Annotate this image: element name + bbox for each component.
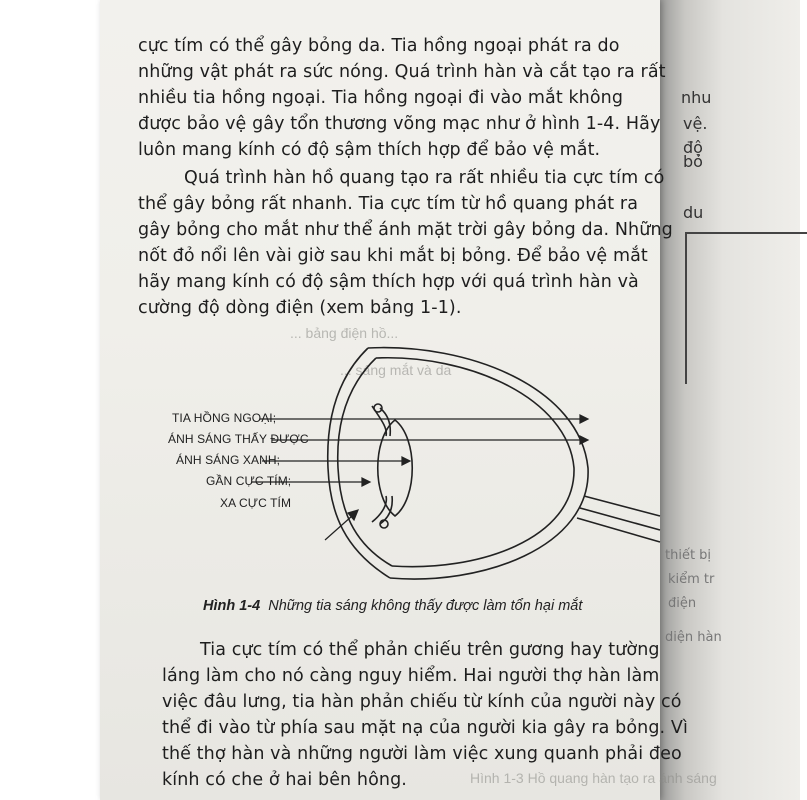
figure-caption-text: Những tia sáng không thấy được làm tổn hại mắt: [268, 598, 583, 614]
side-fragment: du: [683, 203, 704, 222]
text-line: hãy mang kính có độ sậm thích hợp với quá trình hàn và: [138, 272, 639, 292]
side-fragment: điện: [668, 596, 697, 611]
text-line: nốt đỏ nổi lên vài giờ sau khi mắt bị bỏng. Để bảo vệ mắt: [138, 246, 648, 266]
text-line: cường độ dòng điện (xem bảng 1-1).: [138, 298, 462, 318]
bleed-through-text: Hình 1-3 Hồ quang hàn tạo ra ánh sáng: [470, 770, 717, 786]
text-line: luôn mang kính có độ sậm thích hợp để bảo vệ mắt.: [138, 140, 601, 160]
eyeball-outline: [368, 348, 588, 579]
ray-label-blue-light: ÁNH SÁNG XANH;: [176, 453, 281, 467]
side-fragment: vệ.: [683, 114, 708, 133]
text-line: thể gây bỏng rất nhanh. Tia cực tím từ hồ quang phát ra: [138, 194, 639, 214]
lens: [378, 420, 413, 516]
figure-caption: [203, 598, 582, 614]
text-line: láng làm cho nó càng nguy hiểm. Hai người thợ hàn làm: [162, 666, 660, 686]
ray-label-infrared: TIA HỒNG NGOẠI;: [172, 411, 277, 425]
figure-number: Hình 1-4: [203, 598, 261, 614]
side-fragment: thiết bị: [665, 548, 712, 563]
left-background: [0, 0, 100, 800]
ray-label-far-uv: XA CỰC TÍM: [220, 496, 292, 510]
side-fragment: kiểm tr: [668, 572, 715, 587]
side-fragment: nhu: [681, 88, 712, 107]
text-line: gây bỏng cho mắt như thể ánh mặt trời gây bỏng da. Những: [138, 220, 673, 240]
text-line: Quá trình hàn hồ quang tạo ra rất nhiều tia cực tím có: [184, 168, 665, 188]
text-line: thể đi vào từ phía sau mặt nạ của người kia gây ra bỏng. Vì: [162, 718, 688, 738]
side-table-border: [685, 232, 807, 384]
text-line: Tia cực tím có thể phản chiếu trên gương hay tường: [200, 640, 660, 660]
bleed-through-text: ... bảng điện hồ...: [290, 325, 399, 341]
ray-label-near-uv: GẦN CỰC TÍM;: [206, 474, 292, 488]
text-line: những vật phát ra sức nóng. Quá trình hàn và cắt tạo ra rất: [138, 62, 666, 82]
optic-nerve: [577, 496, 660, 542]
adjacent-page-background: [660, 0, 800, 800]
text-line: thế thợ hàn và những người làm việc xung quanh phải đeo: [162, 744, 682, 764]
text-line: nhiều tia hồng ngoại. Tia hồng ngoại đi vào mắt không: [138, 88, 624, 108]
side-fragment: diện hàn: [665, 630, 722, 645]
side-fragment: bỏ: [683, 152, 703, 171]
bleed-through-text: ... sáng mắt và da: [340, 362, 452, 378]
side-fragment: độ: [683, 138, 703, 157]
text-line: kính có che ở hai bên hông.: [162, 770, 407, 790]
iris: [372, 406, 386, 522]
text-line: việc đâu lưng, tia hàn phản chiếu từ kính của người này có: [162, 692, 682, 712]
text-line: được bảo vệ gây tổn thương võng mạc như ở hình 1-4. Hãy: [138, 114, 661, 134]
ray-label-visible-light: ÁNH SÁNG THẤY ĐƯỢC: [168, 432, 309, 446]
text-line: cực tím có thể gây bỏng da. Tia hồng ngoại phát ra do: [138, 36, 620, 56]
